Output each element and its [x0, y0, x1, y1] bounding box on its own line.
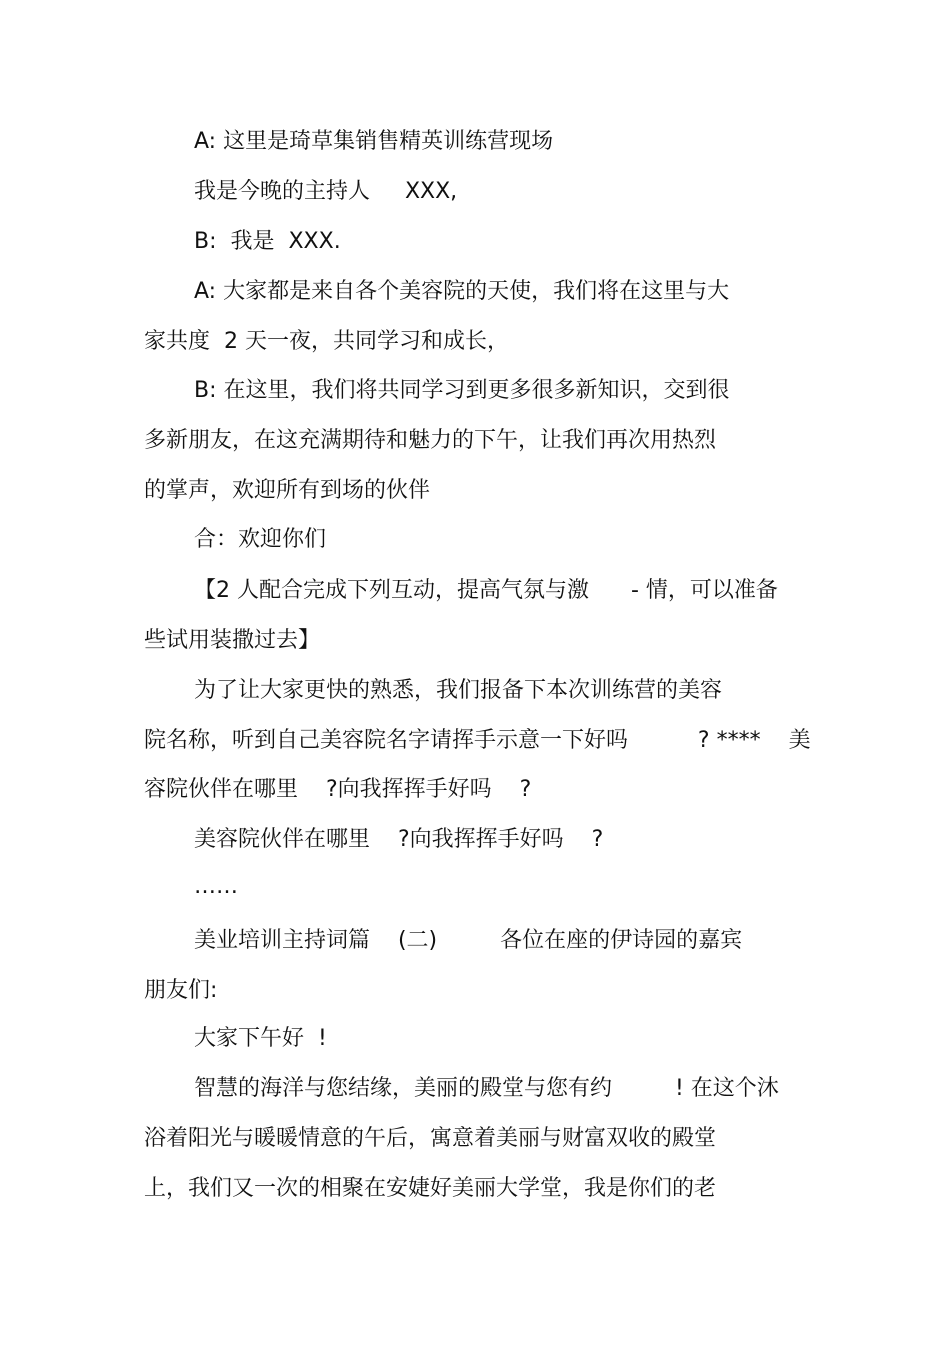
text-line: A: 大家都是来自各个美容院的天使，我们将在这里与大	[194, 279, 730, 304]
text-line: B: 在这里，我们将共同学习到更多很多新知识，交到很	[194, 378, 730, 403]
text-line: 【2 人配合完成下列互动，提高气氛与激 - 情，可以准备	[194, 578, 778, 603]
text-line: 院名称，听到自己美容院名字请挥手示意一下好吗 ? **** 美	[144, 728, 811, 753]
text-line: 些试用装撒过去】	[144, 628, 321, 653]
text-line: 大家下午好 !	[194, 1026, 327, 1051]
text-line: 我是今晚的主持人 XXX,	[194, 179, 458, 204]
text-line: 浴着阳光与暖暖情意的午后，寓意着美丽与财富双收的殿堂	[144, 1126, 717, 1151]
text-line: 的掌声，欢迎所有到场的伙伴	[144, 478, 431, 503]
text-line: 家共度 2 天一夜，共同学习和成长，	[144, 329, 509, 354]
text-line: 上，我们又一次的相聚在安婕好美丽大学堂，我是你们的老	[144, 1176, 717, 1201]
text-line: 朋友们:	[144, 978, 218, 1003]
text-line: 美业培训主持词篇 (二) 各位在座的伊诗园的嘉宾	[194, 928, 743, 953]
text-line: 多新朋友，在这充满期待和魅力的下午，让我们再次用热烈	[144, 428, 717, 453]
text-line: B: 我是 XXX.	[194, 229, 341, 254]
text-line: 容院伙伴在哪里 ?向我挥挥手好吗 ?	[144, 777, 532, 802]
text-line: 美容院伙伴在哪里 ?向我挥挥手好吗 ?	[194, 827, 604, 852]
text-line: A: 这里是琦草集销售精英训练营现场	[194, 129, 554, 154]
text-line: 智慧的海洋与您结缘，美丽的殿堂与您有约 ! 在这个沐	[194, 1076, 779, 1101]
text-line: 为了让大家更快的熟悉，我们报备下本次训练营的美容	[194, 678, 723, 703]
text-line: 合：欢迎你们	[194, 527, 327, 552]
text-line: ……	[194, 874, 238, 899]
